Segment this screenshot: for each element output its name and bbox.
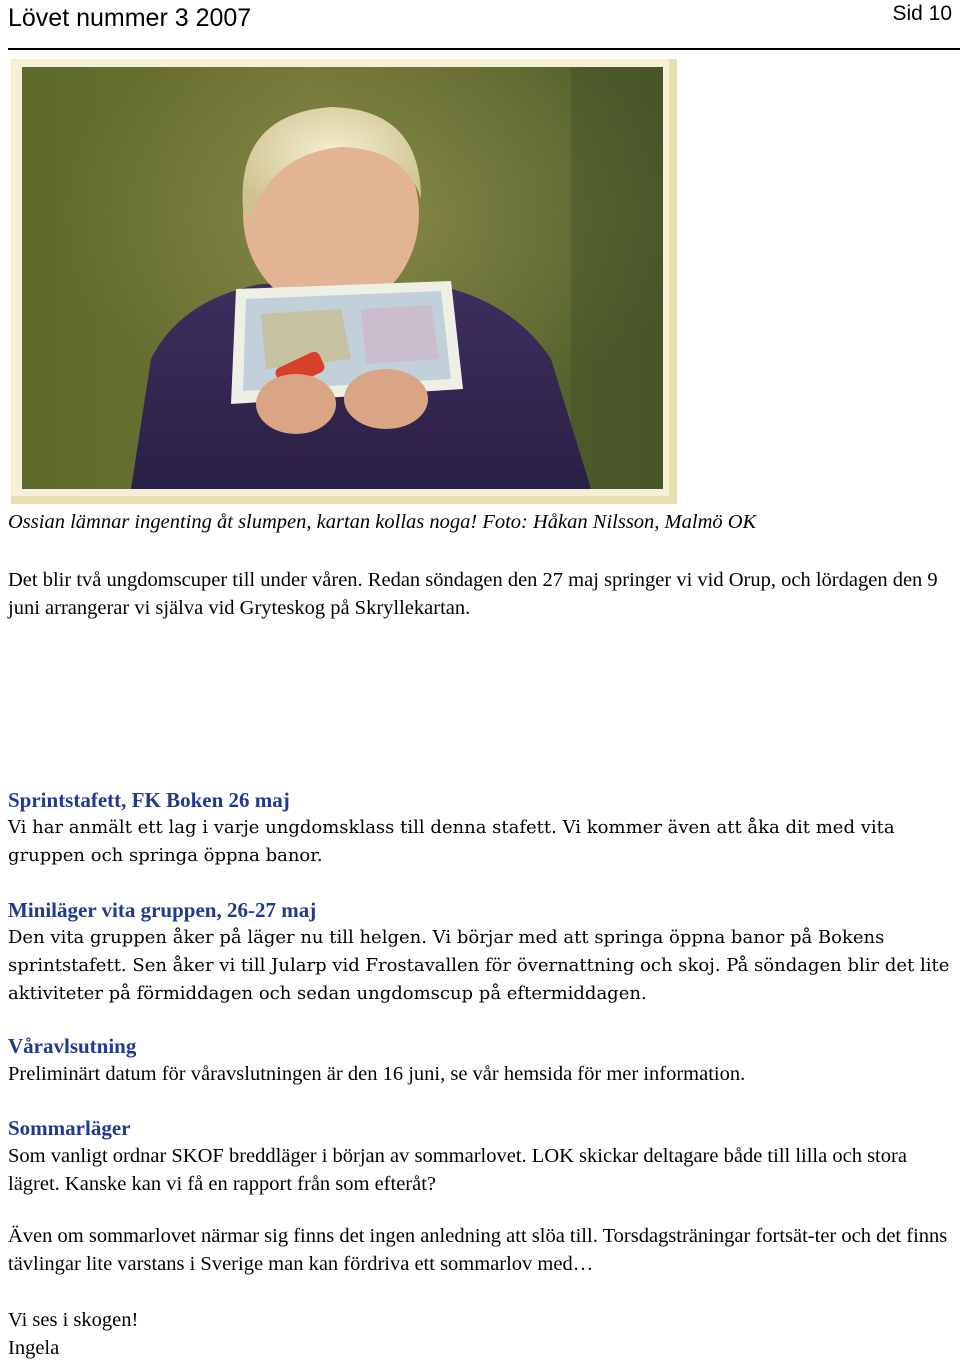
section-sprintstafett xyxy=(8,786,953,870)
section-text: Preliminärt datum för våravslutningen är den 16 juni, se vår hemsida för mer information. xyxy=(8,1063,746,1085)
section-text: Vi har anmält ett lag i varje ungdomsklass till denna stafett. Vi kommer även att åka dit med vita gruppen och springa öppna banor. xyxy=(8,817,895,866)
section-heading: Miniläger vita gruppen, 26-27 maj xyxy=(8,898,317,922)
intro-paragraph: Det blir två ungdomscuper till under våren. Redan söndagen den 27 maj springer vi vid Orup, och lördagen den 9 juni arrangerar vi själva vid Gryteskog på Skryllekartan. xyxy=(8,569,938,619)
photo-caption: Ossian lämnar ingenting åt slumpen, kartan kollas noga! Foto: Håkan Nilsson, Malmö OK xyxy=(8,511,757,533)
page-number: Sid 10 xyxy=(892,2,952,25)
section-minilager xyxy=(8,896,953,1008)
newsletter-title: Lövet nummer 3 2007 xyxy=(8,4,252,32)
signoff-name: Ingela xyxy=(8,1337,60,1359)
photo xyxy=(11,59,677,504)
section-heading: Sprintstafett, FK Boken 26 maj xyxy=(8,788,290,812)
closing-paragraph: Även om sommarlovet närmar sig finns det ingen anledning att slöa till. Torsdagsträningar fortsät-ter och det finns tävlingar lite varstans i Sverige man kan fördriva ett sommarlov med… xyxy=(8,1225,948,1275)
signoff-greeting: Vi ses i skogen! xyxy=(8,1309,139,1331)
page-header xyxy=(8,0,960,50)
boy-reading-map-image xyxy=(11,59,677,504)
section-heading: Våravlsutning xyxy=(8,1034,137,1058)
section-text: Som vanligt ordnar SKOF breddläger i början av sommarlovet. LOK skickar deltagare både till lilla och stora lägret. Kanske kan vi få en rapport från som efteråt? xyxy=(8,1145,907,1195)
section-varavslutning xyxy=(8,1032,953,1088)
section-sommarlager xyxy=(8,1114,953,1198)
section-heading: Sommarläger xyxy=(8,1116,131,1140)
signoff xyxy=(8,1306,138,1362)
section-text: Den vita gruppen åker på läger nu till helgen. Vi börjar med att springa öppna banor på Bokens sprintstafett. Sen åker vi till Jularp vid Frostavallen för övernattning och skoj. På söndagen blir det lite aktiviteter på förmiddagen och sedan ungdomscup på eftermiddagen. xyxy=(8,927,950,1004)
